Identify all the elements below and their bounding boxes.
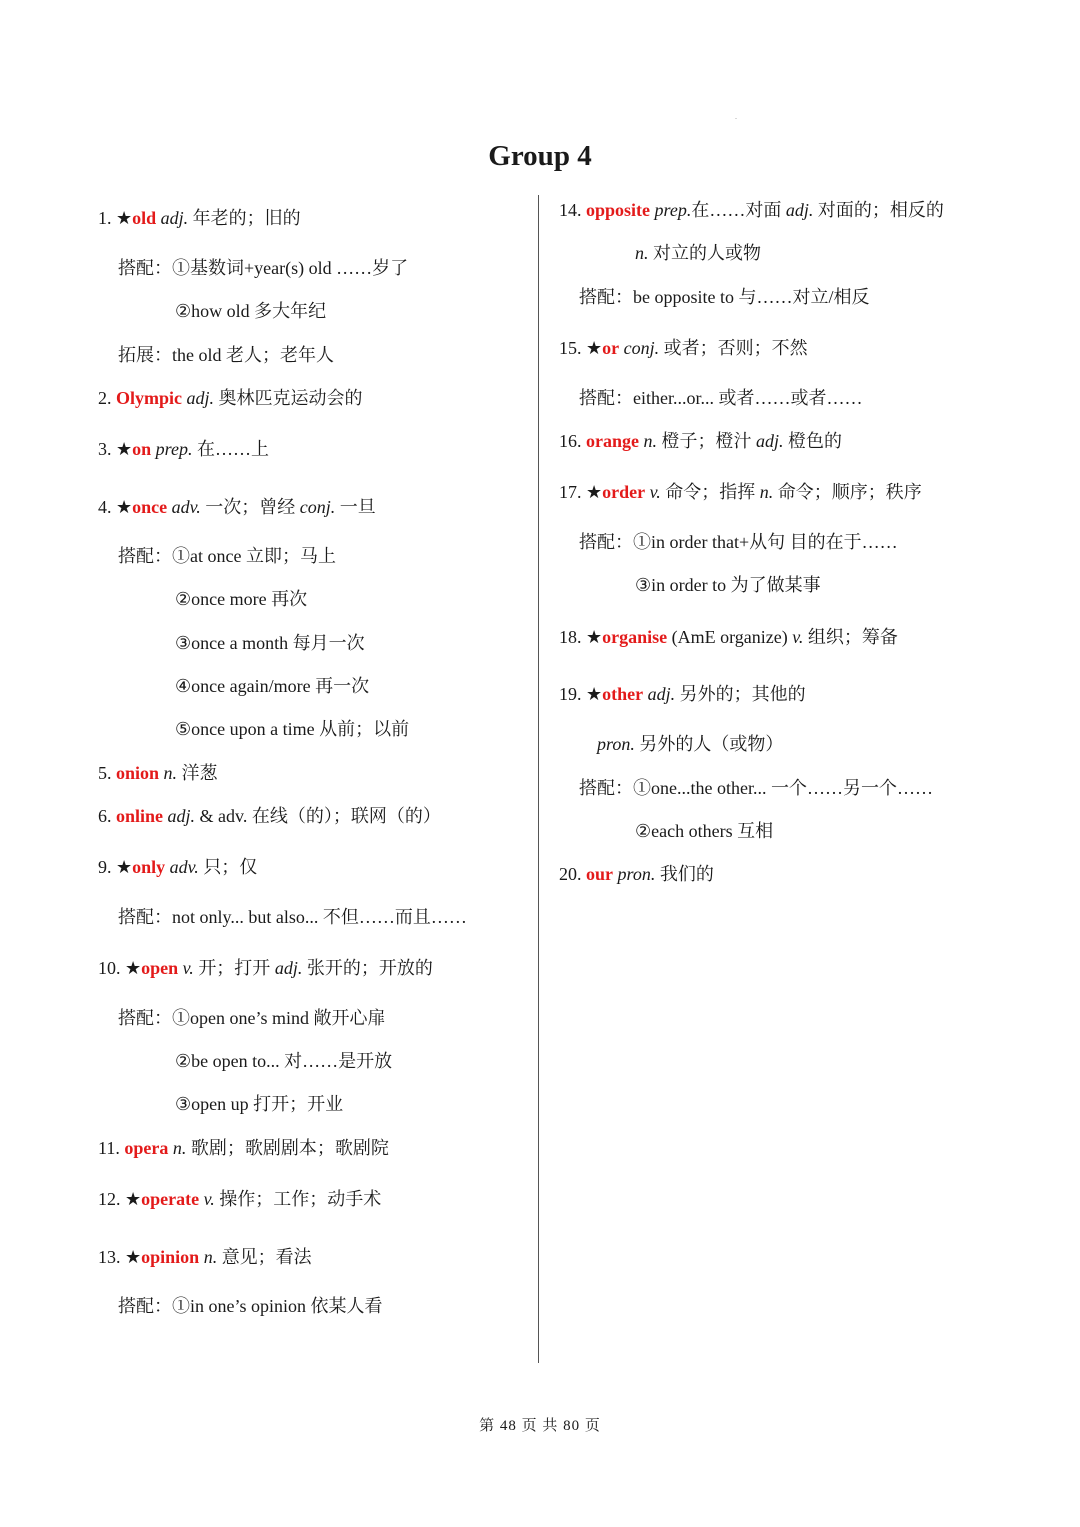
collocation: ③open up 打开；开业 [175,1094,344,1114]
entry-once: 4. ★once adv. 一次；曾经 conj. 一旦 [98,497,376,517]
scan-dot: . [735,112,737,121]
collocation: 搭配：①at once 立即；马上 [118,546,336,566]
collocation: ②how old 多大年纪 [175,301,327,321]
collocation: ⑤once upon a time 从前；以前 [175,719,410,739]
entry-onion: 5. onion n. 洋葱 [98,763,218,783]
entry-old: 1. ★old adj. 年老的；旧的 [98,208,301,228]
collocation: 搭配：①基数词+year(s) old ……岁了 [118,258,409,278]
star-icon: ★ [116,439,133,459]
collocation: ④once again/more 再一次 [175,676,370,696]
collocation: 搭配：be opposite to 与……对立/相反 [579,287,870,307]
collocation: 搭配：①in one’s opinion 依某人看 [118,1296,383,1316]
entry-organise: 18. ★organise (AmE organize) v. 组织；筹备 [559,627,898,647]
star-icon: ★ [586,627,603,647]
star-icon: ★ [586,482,603,502]
entry-online: 6. online adj. & adv. 在线（的）；联网（的） [98,806,441,826]
entry-order: 17. ★order v. 命令；指挥 n. 命令；顺序；秩序 [559,482,922,502]
entry-only: 9. ★only adv. 只；仅 [98,857,258,877]
collocation: ②once more 再次 [175,589,308,609]
star-icon: ★ [116,857,133,877]
entry-operate: 12. ★operate v. 操作；工作；动手术 [98,1189,382,1209]
collocation: ③in order to 为了做某事 [635,575,821,595]
entry-opera: 11. opera n. 歌剧；歌剧剧本；歌剧院 [98,1138,389,1158]
star-icon: ★ [586,684,603,704]
definition-line: n. 对立的人或物 [635,243,761,263]
collocation: 搭配：not only... but also... 不但……而且…… [118,907,467,927]
entry-olympic: 2. Olympic adj. 奥林匹克运动会的 [98,388,363,408]
collocation: 搭配：①one...the other... 一个……另一个…… [579,778,933,798]
collocation: 搭配：①in order that+从句 目的在于…… [579,532,898,552]
star-icon: ★ [125,1189,142,1209]
star-icon: ★ [586,338,603,358]
definition-line: pron. 另外的人（或物） [597,734,784,754]
entry-orange: 16. orange n. 橙子；橙汁 adj. 橙色的 [559,431,843,451]
entry-other: 19. ★other adj. 另外的；其他的 [559,684,806,704]
star-icon: ★ [116,497,133,517]
entry-our: 20. our pron. 我们的 [559,864,714,884]
entry-open: 10. ★open v. 开；打开 adj. 张开的；开放的 [98,958,433,978]
column-divider [538,195,539,1363]
collocation: 搭配：①open one’s mind 敞开心扉 [118,1008,386,1028]
collocation: ②be open to... 对……是开放 [175,1051,393,1071]
entry-opinion: 13. ★opinion n. 意见；看法 [98,1247,312,1267]
star-icon: ★ [116,208,133,228]
collocation: ②each others 互相 [635,821,774,841]
star-icon: ★ [125,958,142,978]
entry-opposite: 14. opposite prep.在……对面 adj. 对面的；相反的 [559,200,944,220]
entry-or: 15. ★or conj. 或者；否则；不然 [559,338,808,358]
star-icon: ★ [125,1247,142,1267]
entry-on: 3. ★on prep. 在……上 [98,439,269,459]
page-footer: 第 48 页 共 80 页 [479,1418,601,1434]
extension: 拓展：the old 老人；老年人 [118,345,334,365]
collocation: ③once a month 每月一次 [175,633,365,653]
collocation: 搭配：either...or... 或者……或者…… [579,388,863,408]
page-title: Group 4 [488,140,592,172]
